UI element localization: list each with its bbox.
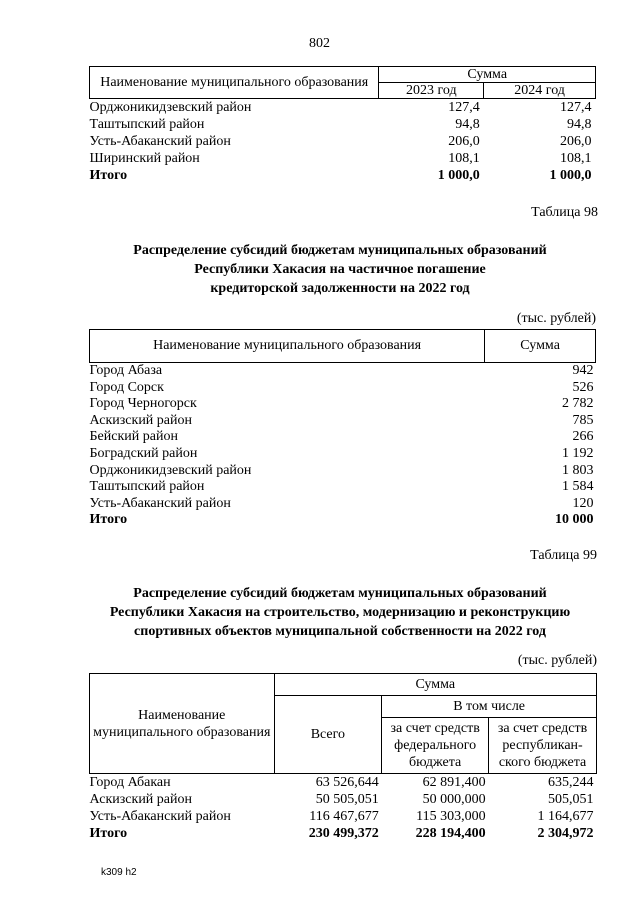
row-name: Орджоникидзевский район [89, 100, 252, 115]
header-including: В том числе [382, 696, 597, 718]
total-2023: 1 000,0 [437, 168, 480, 183]
total-republic: 2 304,972 [537, 826, 594, 841]
table-row [90, 496, 596, 513]
table-row [90, 479, 596, 496]
subsidy-table-continued [89, 66, 596, 184]
title-line: Республики Хакасия на строительство, модернизацию и реконструкцию [109, 605, 571, 620]
row-name: Боградский район [89, 445, 198, 461]
row-federal: 50 000,000 [422, 792, 486, 807]
table-99 [89, 673, 597, 842]
row-value: 526 [572, 379, 594, 395]
row-name: Ширинский район [89, 151, 200, 166]
title-line: Республики Хакасия на частичное погашение [194, 262, 486, 277]
row-republic: 1 164,677 [537, 809, 594, 824]
table-row [90, 791, 597, 808]
total-row [90, 825, 597, 842]
table-row [90, 396, 596, 413]
header-sum: Сумма [485, 330, 596, 363]
table-row [90, 99, 596, 117]
total-total: 230 499,372 [308, 826, 379, 841]
row-name: Таштыпский район [89, 479, 205, 495]
row-total: 63 526,644 [315, 775, 379, 790]
table-98-title [80, 241, 600, 298]
row-2023: 108,1 [448, 151, 480, 166]
table-99-unit: (тыс. рублей) [517, 653, 597, 668]
total-2024: 1 000,0 [549, 168, 592, 183]
row-name: Аскизский район [89, 792, 192, 807]
row-value: 1 192 [562, 445, 594, 461]
document-code: k309 h2 [101, 867, 137, 878]
table-row [90, 808, 597, 825]
row-value: 120 [572, 495, 594, 511]
header-republic: за счет средств республикан-ского бюджета [489, 718, 597, 774]
row-value: 2 782 [562, 396, 594, 412]
row-2024: 94,8 [567, 117, 592, 132]
header-sum: Сумма [274, 674, 596, 696]
table-98 [89, 329, 596, 529]
row-total: 50 505,051 [315, 792, 379, 807]
row-value: 942 [572, 363, 594, 378]
header-municipality: Наименование муниципального образования [90, 67, 379, 99]
header-2023: 2023 год [379, 83, 484, 99]
table-99-title [60, 584, 620, 641]
row-federal: 115 303,000 [416, 809, 486, 824]
header-municipality: Наименование муниципального образования [90, 330, 485, 363]
header-federal: за счет средств федерального бюджета [382, 718, 489, 774]
total-federal: 228 194,400 [415, 826, 486, 841]
row-federal: 62 891,400 [422, 775, 486, 790]
table-row [90, 774, 597, 792]
table-row [90, 363, 596, 380]
row-name: Город Сорск [89, 379, 164, 395]
table-98-unit: (тыс. рублей) [516, 311, 596, 326]
title-line: Распределение субсидий бюджетам муниципальных образований [133, 586, 547, 601]
title-line: спортивных объектов муниципальной собственности на 2022 год [134, 624, 546, 639]
row-2023: 127,4 [448, 100, 480, 115]
total-label: Итого [89, 512, 128, 528]
row-2023: 94,8 [455, 117, 480, 132]
table-row [90, 429, 596, 446]
total-label: Итого [89, 826, 128, 841]
header-sum: Сумма [379, 67, 596, 83]
row-name: Бейский район [89, 429, 178, 445]
header-2024: 2024 год [484, 83, 596, 99]
table-row [90, 133, 596, 150]
total-label: Итого [89, 168, 128, 183]
row-2023: 206,0 [448, 134, 480, 149]
row-total: 116 467,677 [309, 809, 379, 824]
row-republic: 635,244 [548, 775, 594, 790]
row-2024: 127,4 [560, 100, 592, 115]
row-name: Таштыпский район [89, 117, 205, 132]
row-name: Город Черногорск [89, 396, 197, 412]
total-row [90, 167, 596, 184]
row-name: Усть-Абаканский район [89, 809, 231, 824]
row-name: Усть-Абаканский район [89, 134, 231, 149]
header-municipality: Наименование муниципального образования [90, 674, 275, 774]
row-value: 1 584 [562, 479, 594, 495]
row-value: 266 [572, 429, 594, 445]
row-name: Аскизский район [89, 412, 192, 428]
title-line: кредиторской задолженности на 2022 год [210, 281, 470, 296]
total-row [90, 512, 596, 529]
table-row [90, 413, 596, 430]
row-name: Город Абакан [89, 775, 171, 790]
row-republic: 505,051 [548, 792, 594, 807]
row-2024: 206,0 [560, 134, 592, 149]
table-row [90, 116, 596, 133]
title-line: Распределение субсидий бюджетам муниципальных образований [133, 243, 547, 258]
table-row [90, 380, 596, 397]
row-value: 785 [572, 412, 594, 428]
row-value: 1 803 [562, 462, 594, 478]
header-total: Всего [274, 696, 382, 774]
page-number: 802 [309, 36, 330, 51]
row-name: Город Абаза [89, 363, 163, 378]
table-row [90, 446, 596, 463]
table-row [90, 463, 596, 480]
total-value: 10 000 [555, 512, 594, 528]
row-2024: 108,1 [560, 151, 592, 166]
row-name: Усть-Абаканский район [89, 495, 231, 511]
table-row [90, 150, 596, 167]
table-98-label: Таблица 98 [531, 205, 598, 220]
row-name: Орджоникидзевский район [89, 462, 252, 478]
table-99-label: Таблица 99 [530, 548, 597, 563]
